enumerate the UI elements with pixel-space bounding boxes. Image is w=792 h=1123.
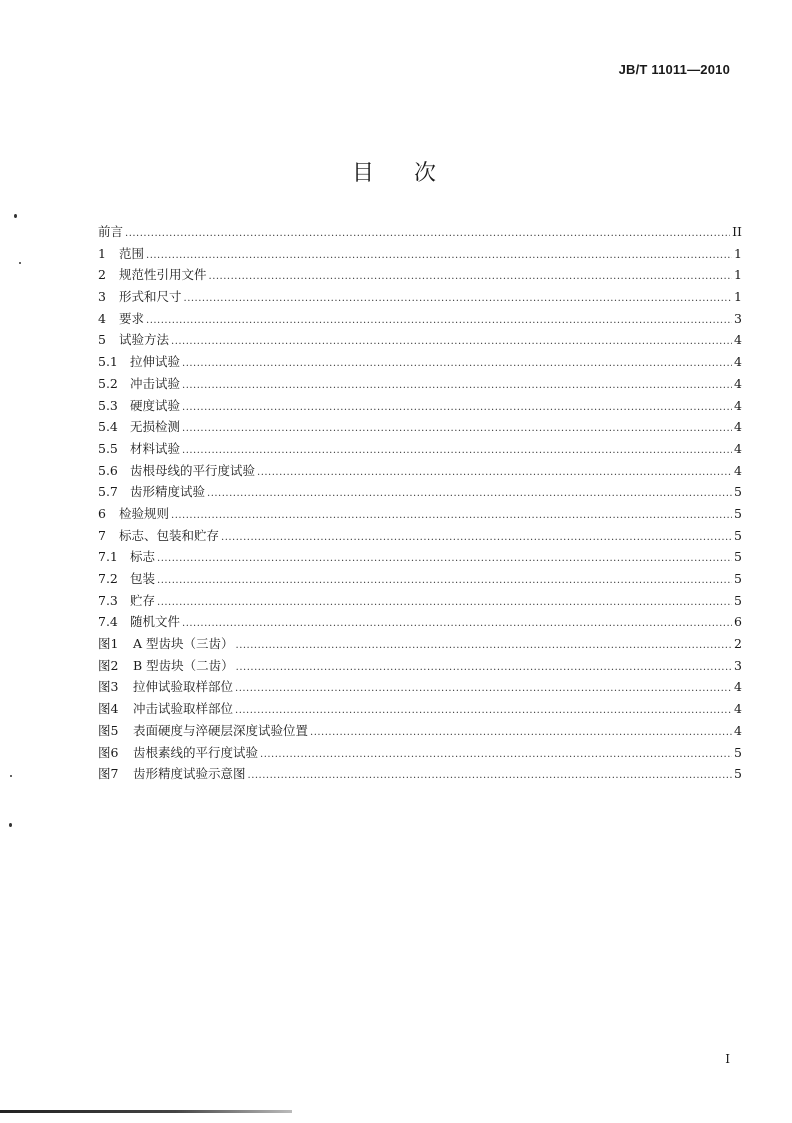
toc-entry-number: 图2	[98, 657, 119, 673]
toc-entry-page: 4	[734, 679, 742, 695]
toc-entry-page: 1	[734, 267, 742, 283]
toc-entry-number: 图7	[98, 766, 119, 782]
toc-entry[interactable]	[98, 308, 742, 330]
toc-entry[interactable]	[98, 742, 742, 764]
dot-leader	[182, 397, 732, 419]
toc-entry[interactable]	[98, 720, 742, 742]
toc-entry-page: 2	[734, 636, 742, 652]
toc-entry-page: 4	[734, 419, 742, 435]
toc-entry-page: 6	[734, 614, 742, 630]
dot-leader	[171, 505, 732, 527]
dot-leader	[221, 527, 732, 549]
dot-leader	[235, 678, 732, 700]
toc-entry-title: 贮存	[130, 592, 156, 608]
toc-entry-page: 1	[734, 245, 742, 261]
toc-entry-number: 4	[98, 310, 106, 326]
dot-leader	[182, 440, 732, 462]
toc-entry-page: 4	[734, 397, 742, 413]
toc-entry-page: 3	[734, 657, 742, 673]
toc-entry[interactable]	[98, 243, 742, 265]
toc-entry[interactable]	[98, 503, 742, 525]
dot-leader	[125, 223, 730, 245]
toc-entry[interactable]	[98, 460, 742, 482]
dot-leader	[207, 483, 732, 505]
toc-entry-title: 检验规则	[119, 505, 170, 521]
dot-leader	[236, 657, 732, 679]
toc-entry-title: 标志	[130, 549, 156, 565]
toc-entry-page: 5	[734, 484, 742, 500]
toc-entry[interactable]	[98, 286, 742, 308]
toc-entry-number: 图5	[98, 722, 119, 738]
toc-entry-title: 前言	[98, 224, 124, 239]
toc-entry-number: 3	[98, 289, 106, 305]
toc-entry[interactable]	[98, 373, 742, 395]
toc-entry-page: II	[732, 224, 742, 239]
toc-entry-number: 7.2	[98, 571, 118, 586]
dot-leader	[260, 744, 732, 766]
toc-entry-number: 5.1	[98, 354, 118, 370]
toc-entry-page: 4	[734, 440, 742, 456]
scan-speck	[9, 823, 12, 827]
toc-entry-title: 随机文件	[130, 614, 181, 630]
dot-leader	[171, 331, 732, 353]
toc-entry-number: 5.4	[98, 419, 118, 435]
toc-entry-page: 5	[734, 571, 742, 586]
scan-speck	[19, 262, 21, 264]
toc-entry[interactable]	[98, 264, 742, 286]
dot-leader	[182, 613, 732, 635]
toc-entry-number: 5.7	[98, 484, 118, 500]
toc-entry-title: 材料试验	[130, 440, 181, 456]
toc-entry-page: 5	[734, 766, 742, 782]
toc-entry-number: 2	[98, 267, 106, 283]
standard-code: JB/T 11011—2010	[618, 62, 730, 77]
toc-entry[interactable]	[98, 698, 742, 720]
dot-leader	[182, 353, 732, 375]
toc-entry-page: 3	[734, 310, 742, 326]
dot-leader	[157, 570, 732, 592]
dot-leader	[248, 765, 732, 787]
toc-entry-page: 4	[734, 354, 742, 370]
toc-entry-page: 4	[734, 332, 742, 348]
toc-entry-title: 表面硬度与淬硬层深度试验位置	[133, 722, 309, 738]
toc-entry-number: 7	[98, 527, 106, 543]
toc-entry-title: 齿根素线的平行度试验	[133, 744, 259, 760]
dot-leader	[209, 266, 732, 288]
toc-entry-title: 硬度试验	[130, 397, 181, 413]
dot-leader	[182, 418, 732, 440]
toc-entry-page: 5	[734, 527, 742, 543]
toc-entry-number: 7.4	[98, 614, 118, 630]
toc-entry[interactable]	[98, 221, 742, 243]
toc-entry-number: 7.1	[98, 549, 118, 565]
toc-entry-title: 包装	[130, 571, 156, 586]
toc-entry-number: 5.5	[98, 440, 118, 456]
toc-entry-page: 5	[734, 744, 742, 760]
toc-entry[interactable]	[98, 525, 742, 547]
toc-entry[interactable]	[98, 655, 742, 677]
toc-entry-number: 图1	[98, 636, 119, 652]
dot-leader	[157, 548, 732, 570]
page-number: I	[725, 1052, 730, 1066]
toc-entry-page: 4	[734, 722, 742, 738]
toc-entry-title: 形式和尺寸	[119, 289, 182, 305]
toc-entry-page: 1	[734, 289, 742, 305]
toc-entry-title: 齿根母线的平行度试验	[130, 462, 256, 478]
toc-entry-number: 5	[98, 332, 106, 348]
dot-leader	[157, 592, 732, 614]
dot-leader	[146, 310, 732, 332]
toc-entry[interactable]	[98, 763, 742, 785]
toc-entry-title: 拉伸试验取样部位	[133, 679, 234, 695]
toc-entry-title: 冲击试验取样部位	[133, 701, 234, 717]
toc-entry-number: 图3	[98, 679, 119, 695]
toc-entry[interactable]	[98, 395, 742, 417]
toc-entry-title: 齿形精度试验	[130, 484, 206, 500]
toc-entry-number: 图6	[98, 744, 119, 760]
dot-leader	[310, 722, 732, 744]
toc-entry-number: 7.3	[98, 592, 118, 608]
toc-entry-number: 5.6	[98, 462, 118, 478]
toc-entry-title: 试验方法	[119, 332, 170, 348]
toc-entry[interactable]	[98, 611, 742, 633]
page-title: 目次	[351, 161, 476, 186]
toc-entry[interactable]	[98, 676, 742, 698]
toc-entry-title: 标志、包装和贮存	[119, 527, 220, 543]
toc-entry-title: 无损检测	[130, 419, 181, 435]
toc-entry-title: 要求	[119, 310, 145, 326]
dot-leader	[235, 700, 732, 722]
toc-entry-title: 齿形精度试验示意图	[133, 766, 246, 782]
toc-entry[interactable]	[98, 481, 742, 503]
toc-entry-number: 5.3	[98, 397, 118, 413]
toc-entry[interactable]	[98, 568, 742, 590]
dot-leader	[257, 462, 732, 484]
dot-leader	[182, 375, 732, 397]
toc-entry-number: 1	[98, 245, 106, 261]
scan-speck	[10, 775, 12, 777]
scan-edge-bar	[0, 1110, 292, 1113]
scan-speck	[14, 214, 17, 218]
toc-entry-title: 冲击试验	[130, 375, 181, 391]
toc-entry-page: 5	[734, 505, 742, 521]
toc-entry[interactable]	[98, 546, 742, 568]
toc-entry-number: 5.2	[98, 375, 118, 391]
toc-entry[interactable]	[98, 590, 742, 612]
dot-leader	[184, 288, 732, 310]
toc-entry-title: 范围	[119, 245, 145, 261]
toc-entry[interactable]	[98, 633, 742, 655]
toc-entry-title: 拉伸试验	[130, 354, 181, 370]
toc-entry-title: 规范性引用文件	[119, 267, 207, 283]
toc-entry-title: B 型齿块（二齿）	[133, 657, 234, 673]
toc-entry-page: 4	[734, 701, 742, 717]
toc-entry[interactable]	[98, 351, 742, 373]
toc-entry[interactable]	[98, 438, 742, 460]
toc-entry-title: A 型齿块（三齿）	[133, 636, 234, 652]
toc-entry[interactable]	[98, 416, 742, 438]
dot-leader	[146, 245, 732, 267]
toc-entry[interactable]	[98, 329, 742, 351]
toc-entry-number: 图4	[98, 701, 119, 717]
toc-entry-page: 5	[734, 592, 742, 608]
table-of-contents	[98, 221, 742, 785]
toc-entry-number: 6	[98, 505, 106, 521]
toc-entry-page: 5	[734, 549, 742, 565]
dot-leader	[236, 635, 732, 657]
toc-entry-page: 4	[734, 462, 742, 478]
toc-entry-page: 4	[734, 375, 742, 391]
